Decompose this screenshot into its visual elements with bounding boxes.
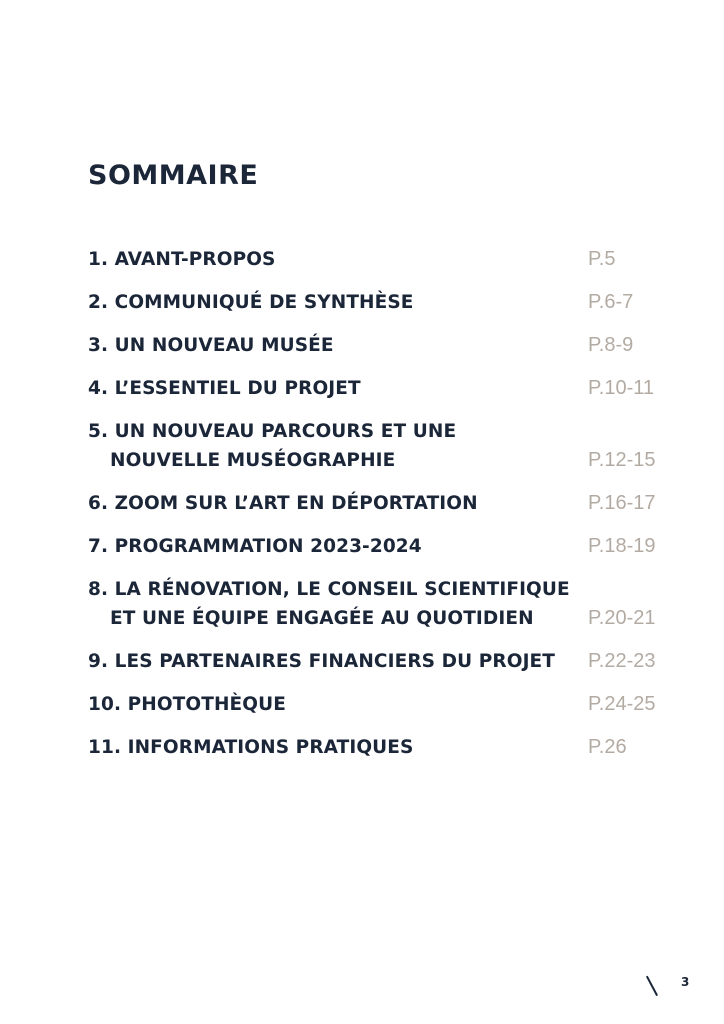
toc-entry-page: P.6-7 — [588, 291, 634, 313]
table-of-contents — [88, 245, 658, 776]
toc-entry-line: 5. UN NOUVEAU PARCOURS ET UNE — [88, 421, 457, 442]
toc-entry[interactable] — [88, 733, 658, 762]
footer-divider-slash — [646, 976, 658, 996]
toc-entry-title — [88, 331, 568, 360]
toc-entry-title — [88, 647, 568, 676]
toc-entry-line: 7. PROGRAMMATION 2023-2024 — [88, 536, 422, 557]
toc-entry-title — [88, 288, 568, 317]
toc-entry-page: P.22-23 — [588, 650, 656, 672]
toc-entry-line: 9. LES PARTENAIRES FINANCIERS DU PROJET — [88, 651, 556, 672]
toc-entry-page: P.26 — [588, 736, 627, 758]
toc-entry-page: P.16-17 — [588, 492, 656, 514]
toc-entry-page: P.18-19 — [588, 535, 656, 557]
toc-entry-line: 8. LA RÉNOVATION, LE CONSEIL SCIENTIFIQUE — [88, 579, 570, 600]
toc-entry-line: NOUVELLE MUSÉOGRAPHIE — [110, 450, 396, 471]
toc-entry-title — [88, 532, 568, 561]
toc-entry-page: P.24-25 — [588, 693, 656, 715]
toc-entry-line: 3. UN NOUVEAU MUSÉE — [88, 335, 334, 356]
toc-entry[interactable] — [88, 690, 658, 719]
toc-entry-line: 10. PHOTOTHÈQUE — [88, 694, 286, 715]
toc-entry[interactable] — [88, 331, 658, 360]
toc-entry-page: P.20-21 — [588, 607, 656, 629]
toc-entry[interactable] — [88, 647, 658, 676]
toc-entry-title — [88, 489, 568, 518]
toc-entry-page: P.12-15 — [588, 449, 656, 471]
toc-entry-title — [88, 690, 568, 719]
toc-entry-line: 6. ZOOM SUR L’ART EN DÉPORTATION — [88, 493, 478, 514]
toc-entry[interactable] — [88, 245, 658, 274]
page-number: 3 — [681, 975, 690, 989]
toc-entry[interactable] — [88, 374, 658, 403]
toc-entry-line: 2. COMMUNIQUÉ DE SYNTHÈSE — [88, 292, 414, 313]
toc-entry-line: 4. L’ESSENTIEL DU PROJET — [88, 378, 361, 399]
toc-entry-title — [88, 733, 568, 762]
toc-entry-title — [88, 575, 568, 633]
toc-entry[interactable] — [88, 417, 658, 475]
toc-entry-page: P.8-9 — [588, 334, 634, 356]
toc-entry-line: 1. AVANT-PROPOS — [88, 249, 276, 270]
toc-entry[interactable] — [88, 489, 658, 518]
toc-entry-title — [88, 374, 568, 403]
toc-entry-line: 11. INFORMATIONS PRATIQUES — [88, 737, 414, 758]
toc-entry-line: ET UNE ÉQUIPE ENGAGÉE AU QUOTIDIEN — [110, 608, 534, 629]
toc-entry-page: P.10-11 — [588, 377, 654, 399]
toc-entry[interactable] — [88, 532, 658, 561]
toc-entry[interactable] — [88, 288, 658, 317]
toc-entry[interactable] — [88, 575, 658, 633]
page-title: SOMMAIRE — [88, 160, 259, 191]
toc-entry-title — [88, 245, 568, 274]
toc-entry-page: P.5 — [588, 248, 616, 270]
toc-entry-title — [88, 417, 568, 475]
